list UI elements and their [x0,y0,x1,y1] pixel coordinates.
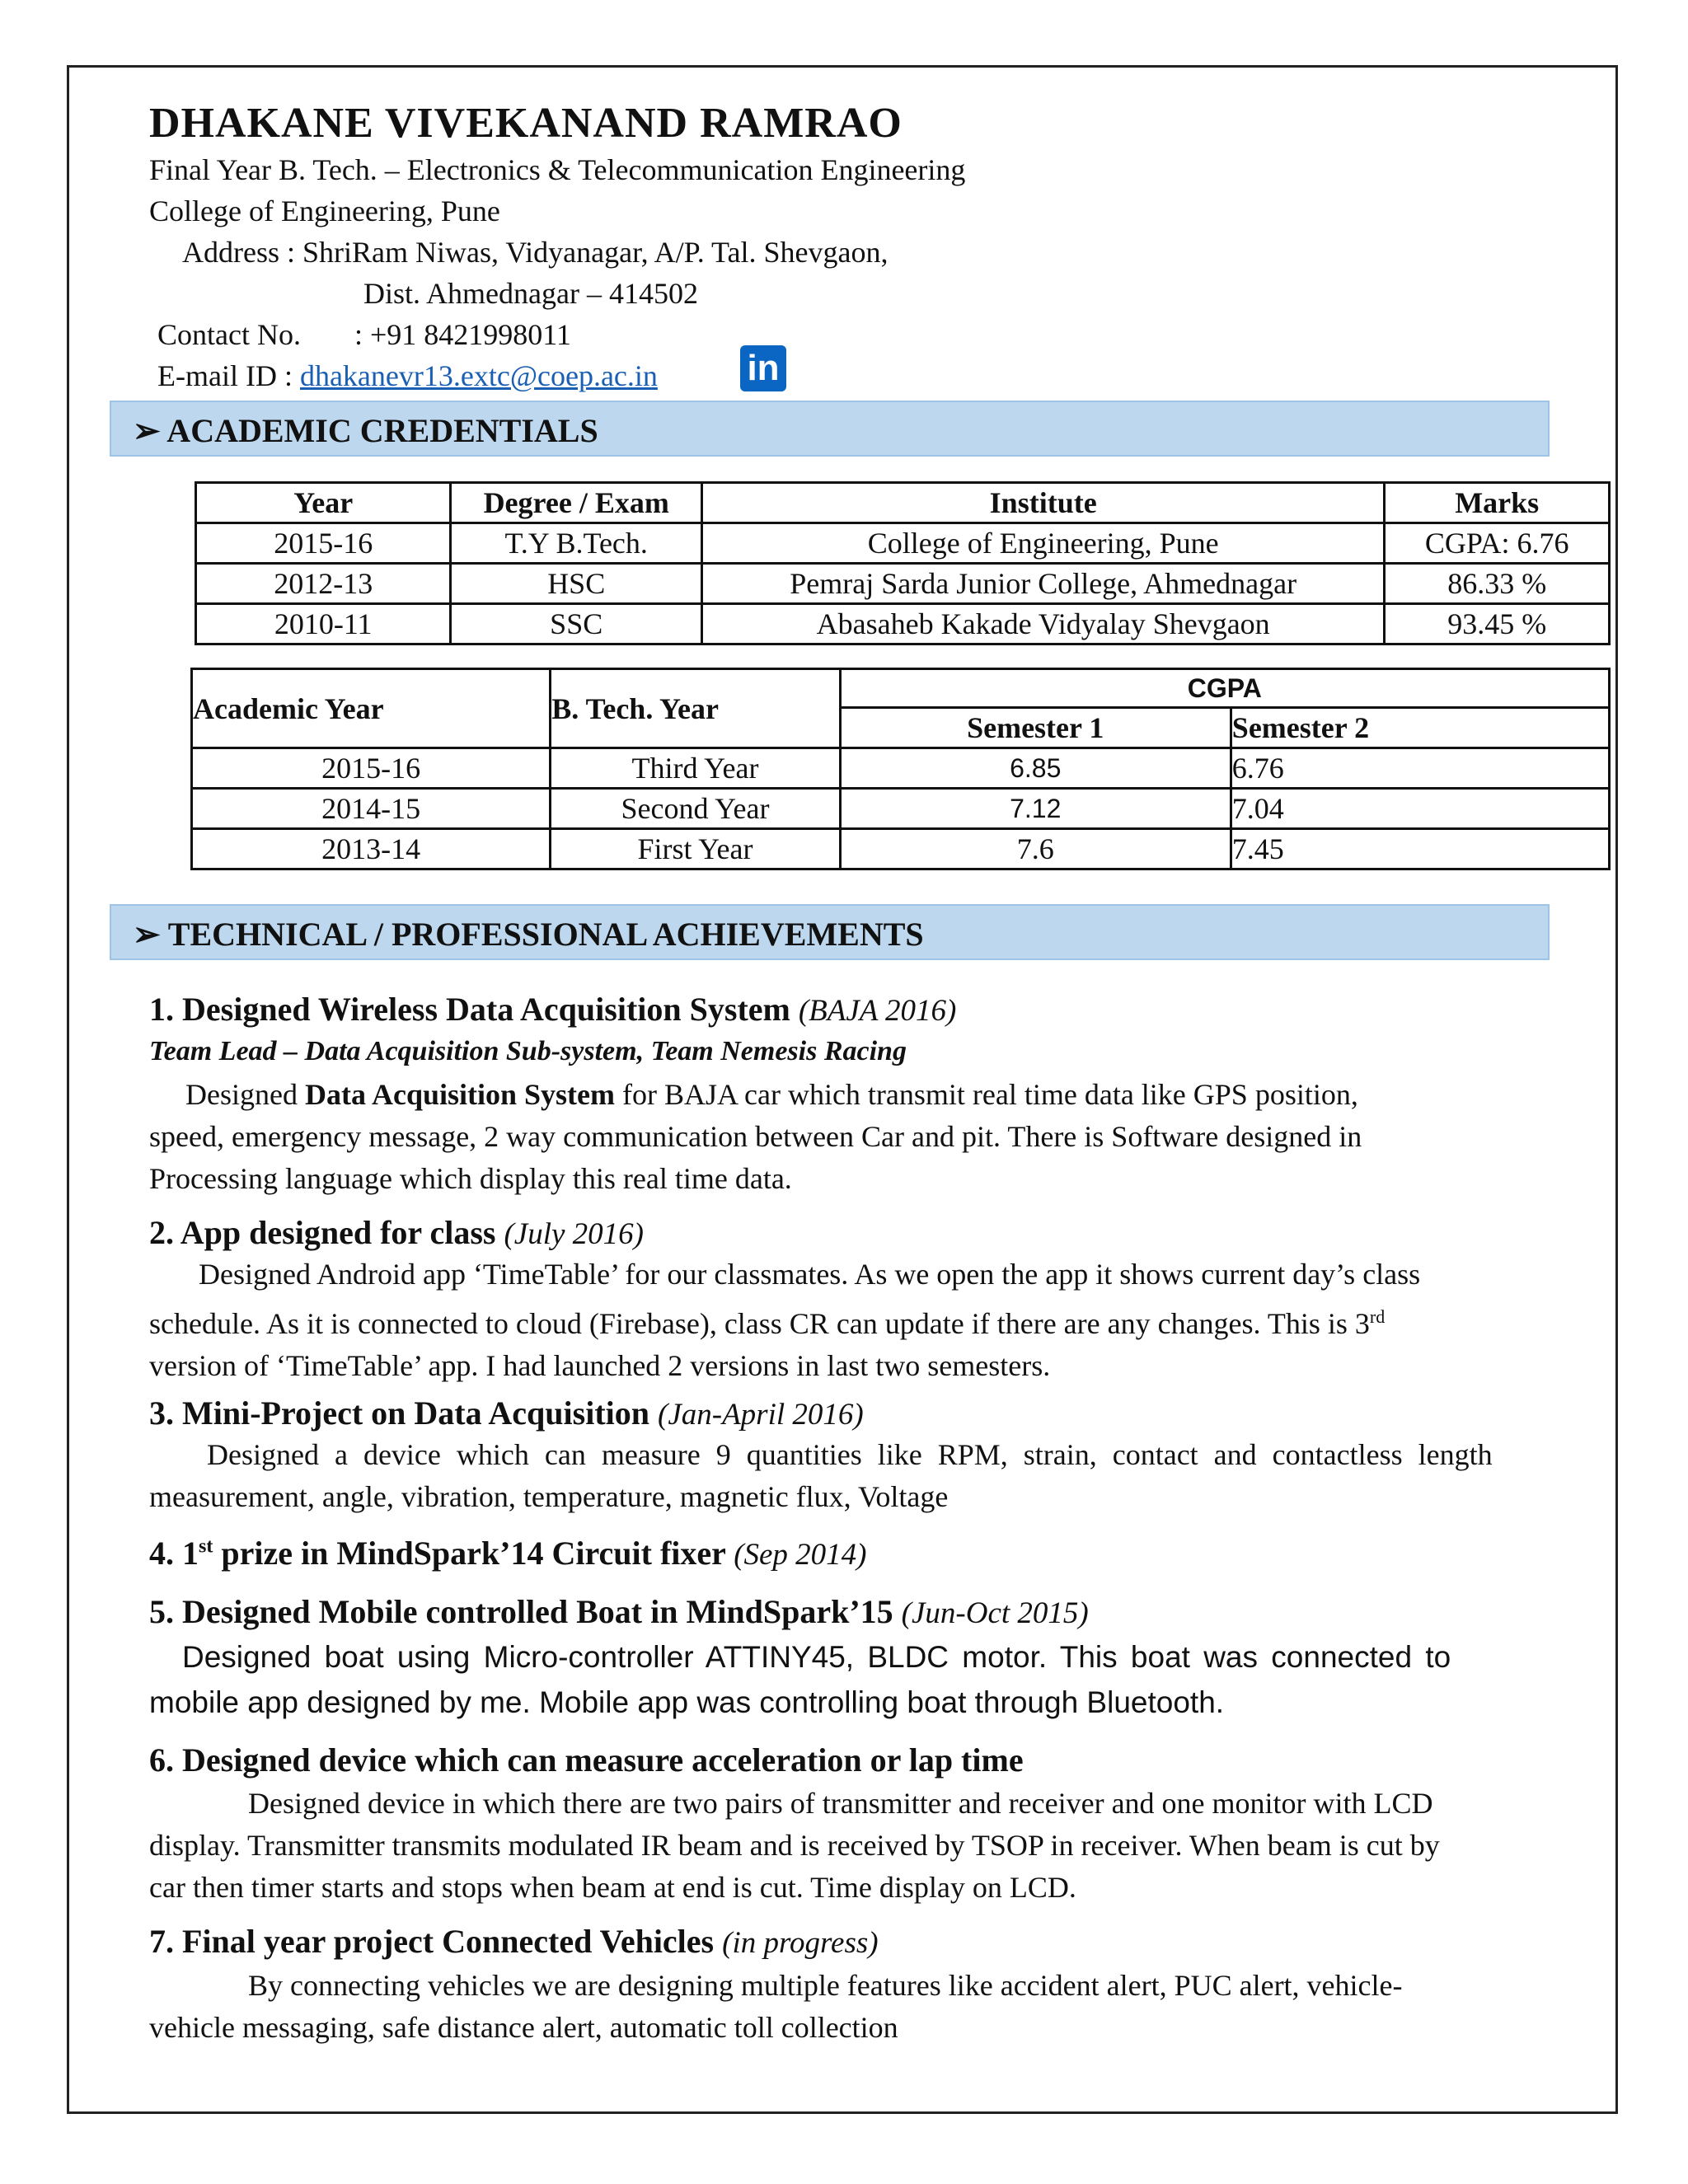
achievement-7-date: (in progress) [722,1926,879,1960]
table-header-row [196,483,1610,523]
cell-marks: 86.33 % [1385,564,1610,604]
achievement-4-name-rest: prize in MindSpark’14 Circuit fixer [213,1535,726,1572]
header-year: Year [196,483,451,523]
achievement-6-title [149,1741,1024,1779]
achievement-2-title [149,1213,644,1252]
contact-value: : +91 8421998011 [354,318,571,351]
header-institute: Institute [701,483,1384,523]
achievement-2-desc [149,1254,1583,1387]
email-link[interactable]: dhakanevr13.extc@coep.ac.in [299,359,658,392]
table-row [192,829,1610,869]
achievement-1-desc [149,1074,1583,1200]
cell-degree: SSC [451,604,702,644]
cell-sem2: 7.45 [1231,829,1609,869]
desc-line: Designed device in which there are two pairs of transmitter and receiver and one monitor with LCD [248,1787,1433,1820]
table-row [196,604,1610,644]
cell-marks: CGPA: 6.76 [1385,523,1610,564]
cgpa-table [190,668,1611,870]
header-cgpa: CGPA [840,669,1609,708]
desc-line: mobile app designed by me. Mobile app was controlling boat through Bluetooth. [149,1685,1225,1719]
cell-btech-year: Third Year [551,748,840,789]
section-technical [110,904,1550,960]
cell-institute: Pemraj Sarda Junior College, Ahmednagar [701,564,1384,604]
achievement-4-title [149,1534,867,1572]
achievement-7-title [149,1922,879,1961]
cell-institute: College of Engineering, Pune [701,523,1384,564]
email-row [157,359,658,393]
cell-sem2: 7.04 [1231,789,1609,829]
college: College of Engineering, Pune [149,194,500,227]
desc-line [149,1296,1583,1345]
desc-line: vehicle messaging, safe distance alert, automatic toll collection [149,2011,898,2044]
program: Final Year B. Tech. – Electronics & Telecommunication Engineering [149,153,966,186]
cell-btech-year: First Year [551,829,840,869]
desc-text: schedule. As it is connected to cloud (Firebase), class CR can update if there are any changes. This is 3 [149,1307,1370,1340]
cell-sem1: 7.6 [840,829,1231,869]
table-row [196,523,1610,564]
cell-degree: T.Y B.Tech. [451,523,702,564]
cell-institute: Abasaheb Kakade Vidyalay Shevgaon [701,604,1384,644]
contact-label: Contact No. [157,318,301,351]
achievement-5-title [149,1592,1089,1631]
section-academic [110,401,1550,457]
achievement-1-role: Team Lead – Data Acquisition Sub-system, Team Nemesis Racing [149,1036,907,1066]
desc-line: Designed boat using Micro-controller ATTINY45, BLDC motor. This boat was connected to [182,1640,1451,1674]
achievement-4-date: (Sep 2014) [734,1538,867,1572]
desc-line: Designed Android app ‘TimeTable’ for our classmates. As we open the app it shows current day’s class [199,1258,1421,1291]
cgpa-header-row [192,669,1610,708]
cell-btech-year: Second Year [551,789,840,829]
cell-year: 2012-13 [196,564,451,604]
cell-degree: HSC [451,564,702,604]
desc-line: measurement, angle, vibration, temperature, magnetic flux, Voltage [149,1480,949,1513]
achievement-3-name: 3. Mini-Project on Data Acquisition [149,1394,650,1432]
achievement-5-date: (Jun-Oct 2015) [901,1596,1089,1630]
header-sem2: Semester 2 [1231,708,1609,748]
linkedin-icon[interactable]: in [740,345,786,391]
section-technical-title: ➢ TECHNICAL / PROFESSIONAL ACHIEVEMENTS [133,916,924,953]
cell-sem1: 6.85 [840,748,1231,789]
desc-line: speed, emergency message, 2 way communication between Car and pit. There is Software designed in [149,1120,1362,1153]
superscript: st [199,1535,213,1558]
header-marks: Marks [1385,483,1610,523]
address-line2: Dist. Ahmednagar – 414502 [363,277,698,310]
desc-line: By connecting vehicles we are designing multiple features like accident alert, PUC alert, vehicle- [248,1969,1403,2002]
header-btech-year: B. Tech. Year [551,669,840,748]
cell-academic-year: 2013-14 [192,829,551,869]
table-row [192,789,1610,829]
desc-text: for BAJA car which transmit real time data like GPS position, [622,1078,1358,1111]
header-academic-year: Academic Year [192,669,551,748]
superscript: rd [1369,1306,1386,1327]
achievement-3-desc [149,1434,1583,1518]
cell-year: 2015-16 [196,523,451,564]
cell-year: 2010-11 [196,604,451,644]
achievement-2-name: 2. App designed for class [149,1214,496,1251]
desc-line: car then timer starts and stops when beam at end is cut. Time display on LCD. [149,1871,1076,1904]
achievement-7-desc [149,1965,1583,2049]
address-value: ShriRam Niwas, Vidyanagar, A/P. Tal. Shevgaon, [302,236,889,269]
desc-line: version of ‘TimeTable’ app. I had launched 2 versions in last two semesters. [149,1349,1051,1382]
achievement-7-name: 7. Final year project Connected Vehicles [149,1923,715,1960]
section-academic-title: ➢ ACADEMIC CREDENTIALS [133,412,598,449]
credentials-table [195,481,1611,645]
achievement-3-date: (Jan-April 2016) [658,1398,864,1432]
achievement-6-name: 6. Designed device which can measure acceleration or lap time [149,1741,1024,1779]
desc-text: Designed [185,1078,298,1111]
header-sem1: Semester 1 [840,708,1231,748]
desc-line: Processing language which display this real time data. [149,1162,792,1195]
table-row [192,748,1610,789]
achievement-1-title [149,990,956,1029]
cell-marks: 93.45 % [1385,604,1610,644]
header-degree: Degree / Exam [451,483,702,523]
achievement-6-desc [149,1783,1583,1909]
candidate-name: DHAKANE VIVEKANAND RAMRAO [149,100,903,147]
achievement-4-name: 4. 1 [149,1535,199,1572]
cell-academic-year: 2014-15 [192,789,551,829]
desc-bold-text: Data Acquisition System [304,1078,615,1111]
desc-line: display. Transmitter transmits modulated IR beam and is received by TSOP in receiver. When beam is cut by [149,1829,1440,1862]
achievement-5-name: 5. Designed Mobile controlled Boat in MindSpark’15 [149,1593,893,1630]
address-label: Address : [182,236,295,269]
achievement-2-date: (July 2016) [504,1217,644,1251]
email-label: E-mail ID : [157,359,293,392]
desc-line [149,1074,1583,1116]
cell-sem2: 6.76 [1231,748,1609,789]
table-row [196,564,1610,604]
achievement-1-date: (BAJA 2016) [798,994,957,1028]
achievement-5-desc [149,1634,1583,1725]
desc-line: Designed a device which can measure 9 quantities like RPM, strain, contact and contactless length [207,1438,1493,1471]
achievement-1-name: 1. Designed Wireless Data Acquisition System [149,991,790,1028]
cell-sem1: 7.12 [840,789,1231,829]
cell-academic-year: 2015-16 [192,748,551,789]
address-line1 [182,235,889,269]
achievement-3-title [149,1394,864,1432]
